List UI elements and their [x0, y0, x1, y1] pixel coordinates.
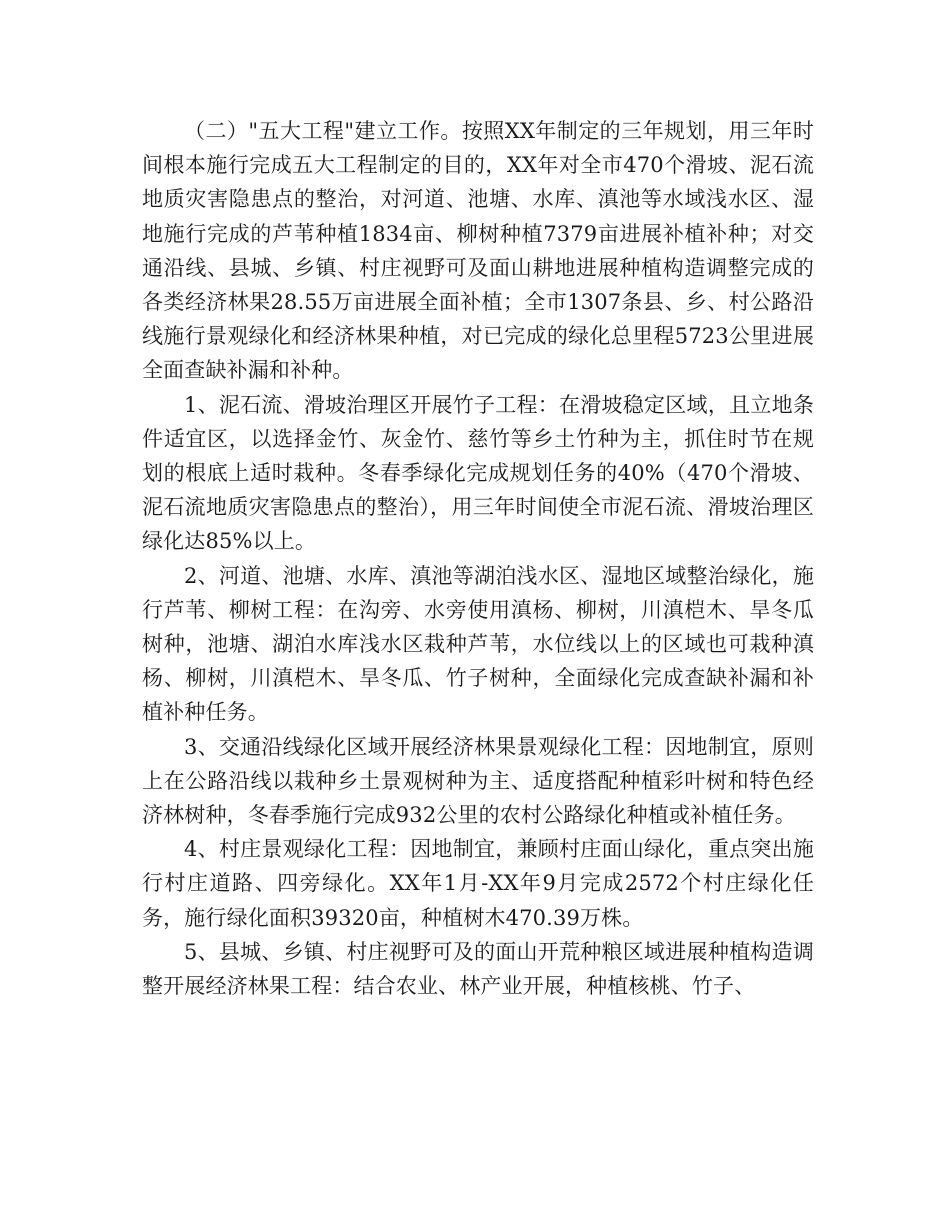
paragraph-five-projects: （二）"五大工程"建立工作。按照XX年制定的三年规划，用三年时间根本施行完成五大工程制定的目的，XX年对全市470个滑坡、泥石流地质灾害隐患点的整治，对河道、池塘、水库、滇池等水域浅水区、湿地施行完成的芦苇种植1834亩、柳树种植7379亩进展补植补种；对交通沿线、县城、乡镇、村庄视野可及面山耕地进展种植构造调整完成的各类经济林果28.55万亩进展全面补植；全市1307条县、乡、村公路沿线施行景观绿化和经济林果种植，对已完成的绿化总里程5723公里进展全面查缺补漏和补种。	[142, 119, 814, 383]
paragraph-roadside-greening: 3、交通沿线绿化区域开展经济林果景观绿化工程：因地制宜，原则上在公路沿线以栽种乡土景观树种为主、适度搭配种植彩叶树和特色经济林树种，冬春季施行完成932公里的农村公路绿化种植或补植任务。	[142, 734, 814, 828]
paragraph-reed-willow-project: 2、河道、池塘、水库、滇池等湖泊浅水区、湿地区域整治绿化，施行芦苇、柳树工程：在沟旁、水旁使用滇杨、柳树，川滇桤木、旱冬瓜树种，池塘、湖泊水库浅水区栽种芦苇，水位线以上的区域也可栽种滇杨、柳树，川滇桤木、旱冬瓜、竹子树种，全面绿化完成查缺补漏和补植补种任务。	[142, 563, 814, 725]
paragraph-village-greening: 4、村庄景观绿化工程：因地制宜，兼顾村庄面山绿化，重点突出施行村庄道路、四旁绿化。XX年1月-XX年9月完成2572个村庄绿化任务，施行绿化面积39320亩，种植树木470.39万株。	[142, 837, 814, 930]
document-body	[142, 114, 814, 1003]
paragraph-bamboo-project: 1、泥石流、滑坡治理区开展竹子工程：在滑坡稳定区域，且立地条件适宜区，以选择金竹、灰金竹、慈竹等乡土竹种为主，抓住时节在规划的根底上适时栽种。冬春季绿化完成规划任务的40%（470个滑坡、泥石流地质灾害隐患点的整治），用三年时间使全市泥石流、滑坡治理区绿化达85%以上。	[142, 392, 814, 554]
paragraph-economic-forest: 5、县城、乡镇、村庄视野可及的面山开荒种粮区域进展种植构造调整开展经济林果工程：结合农业、林产业开展，种植核桃、竹子、	[142, 939, 814, 999]
